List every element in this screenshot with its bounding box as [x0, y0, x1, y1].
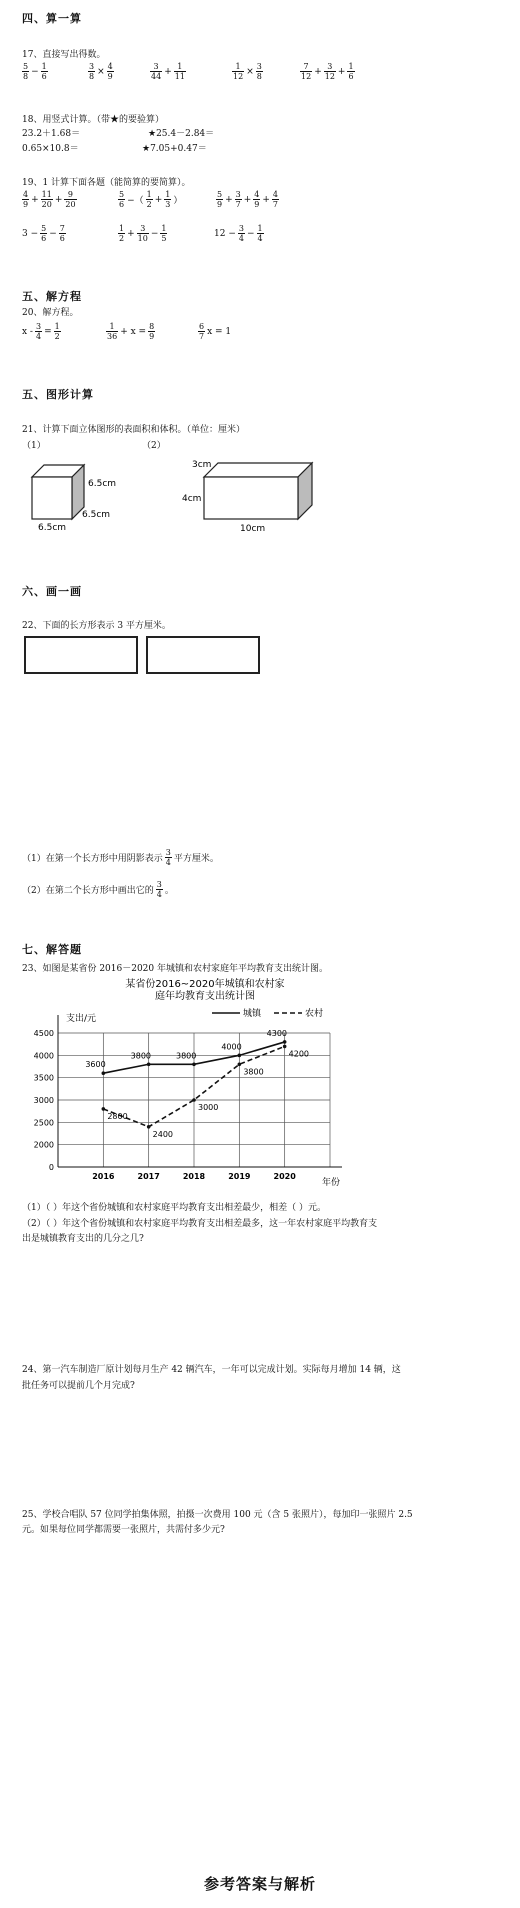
- section-heading-5a: 五、解方程: [22, 290, 82, 303]
- legend-label: 农村: [305, 1009, 324, 1019]
- q25-line-2: 元。如果每位同学都需要一张照片，共需付多少元?: [22, 1525, 225, 1535]
- legend-label: 城镇: [243, 1009, 262, 1019]
- q25-line-1: 25、学校合唱队 57 位同学拍集体照，拍摄一次费用 100 元（含 5 张照片），每加印一张照片 2.5: [22, 1510, 413, 1520]
- data-point: [283, 1040, 287, 1044]
- data-label: 2400: [152, 1129, 174, 1139]
- q21-label-2: （2）: [142, 441, 166, 451]
- q23-part-2b: 出是城镇教育支出的几分之几?: [22, 1234, 144, 1244]
- q20-title: 20、解方程。: [22, 308, 79, 318]
- data-point: [147, 1125, 151, 1129]
- q18-title: 18、用竖式计算。（带★的要验算）: [22, 115, 164, 125]
- y-tick-label: 2000: [33, 1140, 54, 1150]
- data-label: 3800: [130, 1051, 152, 1061]
- q19-title: 19、1 计算下面各题（能简算的要简算）。: [22, 178, 191, 188]
- section-heading-5b: 五、图形计算: [22, 388, 94, 401]
- chart-grid: [34, 1015, 342, 1181]
- q17-item-1: $\frac{5}{8}$ − $\frac{1}{6}$: [23, 62, 47, 81]
- q18-expr-2: ★25.4－2.84＝: [148, 129, 215, 139]
- box-width-label: 4cm: [182, 494, 202, 504]
- q22-title: 22、下面的长方形表示 3 平方厘米。: [22, 621, 171, 631]
- x-tick-label: 2017: [137, 1172, 160, 1181]
- section-heading-4: 四、算一算: [22, 12, 82, 25]
- chart-title: 某省份2016~2020年城镇和农村家: [125, 979, 285, 990]
- q18-expr-4: ★7.05+0.47＝: [142, 144, 207, 154]
- data-label: 4200: [288, 1049, 310, 1059]
- q19-expr-1: $\frac{4}{9}$ + $\frac{11}{20}$ + $\frac{9}{20}$: [23, 190, 76, 209]
- data-label: 4300: [266, 1028, 288, 1038]
- data-label: 3800: [176, 1051, 197, 1061]
- q22-part-2: （2）在第二个长方形中画出它的 $\frac{3}{4}$ 。: [22, 880, 174, 899]
- data-label: 3600: [85, 1060, 106, 1070]
- data-point: [147, 1062, 151, 1066]
- chart-legend: [212, 1007, 323, 1019]
- data-point: [192, 1098, 196, 1102]
- q20-eq-3: $\frac{6}{7}$ x = 1: [199, 322, 232, 341]
- rectangle-2[interactable]: [146, 636, 260, 674]
- data-point: [238, 1062, 242, 1066]
- q19-expr-2: $\frac{5}{6}$ −（ $\frac{1}{2}$ + $\frac{1}{3}$ ）: [119, 190, 183, 209]
- section-heading-6: 六、画一画: [22, 585, 82, 598]
- cube-figure: [20, 455, 130, 535]
- data-point: [238, 1054, 242, 1058]
- q21-title: 21、计算下面立体图形的表面积和体积。（单位：厘米）: [22, 425, 245, 435]
- data-label: 3000: [198, 1103, 219, 1112]
- q20-eq-1: x - $\frac{3}{4}$ = $\frac{1}{2}$: [22, 322, 60, 341]
- q23-title: 23、如图是某省份 2016－2020 年城镇和农村家庭年平均教育支出统计图。: [22, 964, 328, 974]
- data-point: [102, 1107, 106, 1111]
- q24-line-2: 批任务可以提前几个月完成?: [22, 1381, 135, 1391]
- q21-label-1: （1）: [22, 441, 46, 451]
- section-heading-7: 七、解答题: [22, 943, 82, 956]
- q19-expr-4: 3 − $\frac{5}{6}$ − $\frac{7}{6}$: [22, 224, 65, 243]
- data-point: [102, 1071, 106, 1075]
- y-tick-label: 4500: [33, 1029, 54, 1038]
- q19-expr-5: $\frac{1}{2}$ + $\frac{3}{10}$ − $\frac{1}{5}$: [119, 224, 167, 243]
- q17-item-2: $\frac{3}{8}$ × $\frac{4}{9}$: [89, 62, 113, 81]
- q19-expr-6: 12 − $\frac{3}{4}$ − $\frac{1}{4}$: [214, 224, 263, 243]
- q23-part-2a: （2）（ ）年这个省份城镇和农村家庭平均教育支出相差最多，这一年农村家庭平均教育支: [22, 1219, 378, 1229]
- data-label: 3800: [243, 1067, 264, 1077]
- q17-title: 17、直接写出得数。: [22, 50, 106, 60]
- q22-part-1: （1）在第一个长方形中用阴影表示 $\frac{3}{4}$ 平方厘米。: [22, 848, 219, 867]
- data-point: [192, 1062, 196, 1066]
- x-tick-label: 2019: [228, 1172, 251, 1181]
- data-label: 2800: [107, 1111, 128, 1121]
- data-label: 4000: [221, 1042, 242, 1052]
- chart-subtitle: 庭年均教育支出统计图: [155, 991, 255, 1002]
- box-height-label: 3cm: [192, 460, 212, 470]
- y-tick-label: 3500: [33, 1073, 54, 1083]
- q17-item-5: $\frac{7}{12}$ + $\frac{3}{12}$ + $\frac{1}{6}$: [301, 62, 354, 81]
- education-expense-line-chart: [20, 975, 370, 1190]
- box-figure: [180, 455, 330, 535]
- q18-expr-3: 0.65×10.8＝: [22, 144, 79, 154]
- answer-key-heading: 参考答案与解析: [203, 1875, 316, 1893]
- x-axis-label: 年份: [322, 1178, 341, 1188]
- x-tick-label: 2020: [273, 1172, 296, 1181]
- q17-item-3: $\frac{3}{44}$ + $\frac{1}{11}$: [151, 62, 185, 81]
- y-tick-label: 4000: [33, 1051, 54, 1061]
- data-point: [283, 1045, 287, 1049]
- q20-eq-2: $\frac{1}{36}$ + x = $\frac{8}{9}$: [107, 322, 155, 341]
- q17-item-4: $\frac{1}{12}$ × $\frac{3}{8}$: [233, 62, 262, 81]
- box-length-label: 10cm: [240, 524, 266, 534]
- x-tick-label: 2018: [182, 1172, 206, 1181]
- cube-depth-label: 6.5cm: [82, 510, 111, 520]
- x-tick-label: 2016: [92, 1172, 115, 1181]
- q19-expr-3: $\frac{5}{9}$ + $\frac{3}{7}$ + $\frac{4}{9}$ + $\frac{4}{7}$: [217, 190, 279, 209]
- y-tick-label: 3000: [33, 1096, 54, 1105]
- cube-width-label: 6.5cm: [38, 523, 67, 533]
- rectangle-1[interactable]: [24, 636, 138, 674]
- y-tick-label: 0: [48, 1163, 54, 1172]
- fraction: $\frac{1}{6}$: [41, 62, 47, 81]
- y-axis-label: 支出/元: [66, 1014, 97, 1024]
- cube-height-label: 6.5cm: [88, 479, 117, 489]
- q23-part-1: （1）（ ）年这个省份城镇和农村家庭平均教育支出相差最少，相差（ ）元。: [22, 1203, 326, 1213]
- q18-expr-1: 23.2＋1.68＝: [22, 129, 81, 139]
- fraction: $\frac{5}{8}$: [23, 62, 29, 81]
- y-tick-label: 2500: [33, 1118, 54, 1128]
- q24-line-1: 24、第一汽车制造厂原计划每月生产 42 辆汽车，一年可以完成计划。实际每月增加 14 辆，这: [22, 1365, 401, 1375]
